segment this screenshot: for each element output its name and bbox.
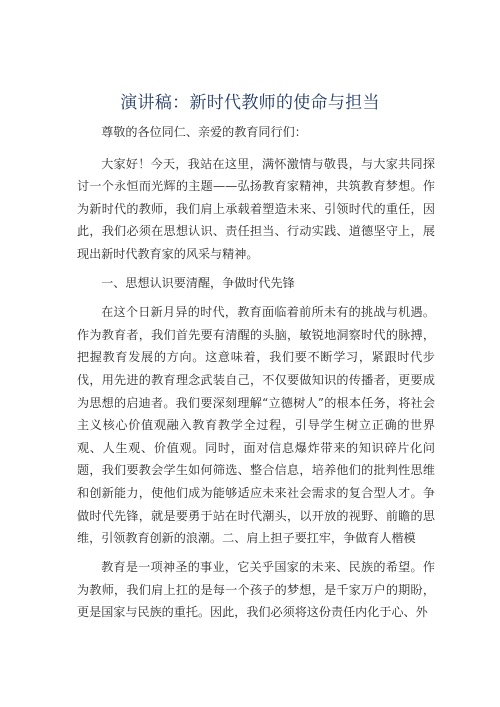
salutation: 尊敬的各位同仁、亲爱的教育同行们： (101, 125, 307, 139)
document-title: 演讲稿：新时代教师的使命与担当 (120, 93, 380, 113)
paragraph-section-2: 教育是一项神圣的事业，它关乎国家的未来、民族的希望。作为教师，我们肩上扛的是每一个孩子的梦想，是千家万户的期盼，更是国家与民族的重托。因此，我们必须将这份责任内化于心、外 (77, 560, 435, 620)
document-body (77, 121, 435, 630)
paragraph-opening: 大家好！今天，我站在这里，满怀激情与敬畏，与大家共同探讨一个永恒而光辉的主题——弘扬教育家精神，共筑教育梦想。作为新时代的教师，我们肩上承载着塑造未来、引领时代的重任，因此，我们必须在思想认识、责任担当、行动实践、道德坚守上，展现出新时代教育家的风采与精神。 (77, 156, 435, 261)
section-heading-1: 一、思想认识要清醒，争做时代先锋 (101, 276, 295, 291)
paragraph-section-1: 在这个日新月异的时代，教育面临着前所未有的挑战与机遇。作为教育者，我们首先要有清醒的头脑，敏锐地洞察时代的脉搏，把握教育发展的方向。这意味着，我们要不断学习，紧跟时代步伐，用先进的教育理念武装自己，不仅要做知识的传播者，更要成为思想的启迪者。我们要深刻理解“立德树人”的根本任务，将社会主义核心价值观融入教育教学全过程，引导学生树立正确的世界观、人生观、价值观。同时，面对信息爆炸带来的知识碎片化问题，我们要教会学生如何筛选、整合信息，培养他们的批判性思维和创新能力，使他们成为能够适应未来社会需求的复合型人才。争做时代先锋，就是要勇于站在时代潮头，以开放的视野、前瞻的思维，引领教育创新的浪潮。二、肩上担子要扛牢，争做育人楷模 (77, 305, 435, 546)
